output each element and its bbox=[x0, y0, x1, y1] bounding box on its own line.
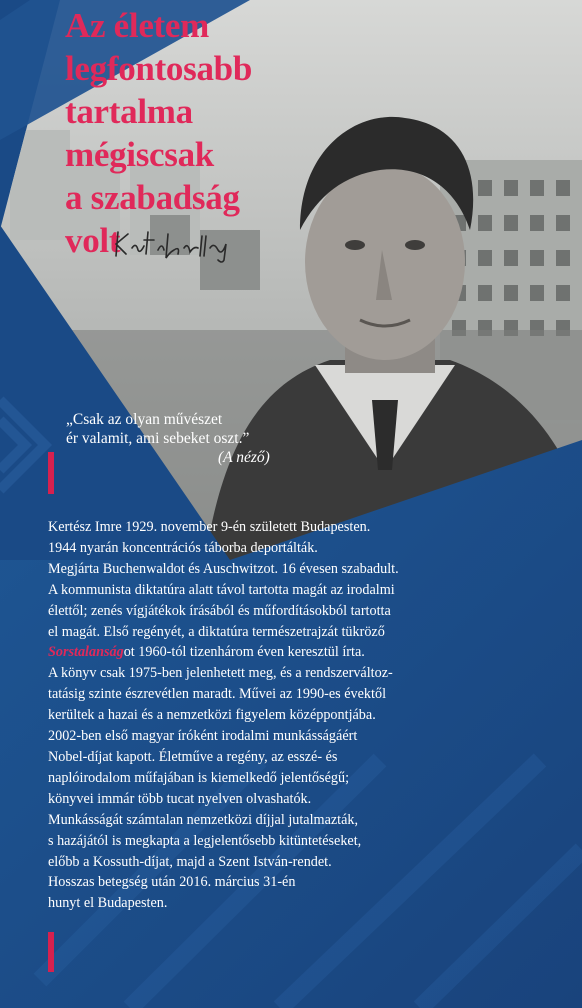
bio-line: Kertész Imre 1929. november 9-én született Budapesten. bbox=[48, 519, 371, 535]
bio-line: Nobel-díjat kapott. Életműve a regény, az esszé- és bbox=[48, 748, 338, 765]
bio-line: 1944 nyarán koncentrációs táborba deportálták. bbox=[48, 539, 318, 556]
quote-line: ér valamit, ami sebeket oszt.” bbox=[66, 430, 250, 447]
bio-line: naplóirodalom műfajában is kiemelkedő jelentőségű; bbox=[48, 769, 350, 786]
headline-line: legfontosabb bbox=[65, 49, 252, 88]
quote-block bbox=[66, 410, 270, 467]
bio-line: Hosszas betegség után 2016. március 31-én bbox=[48, 874, 296, 891]
headline-line: a szabadság bbox=[65, 178, 240, 217]
accent-bar-top bbox=[48, 452, 54, 494]
bio-line bbox=[48, 642, 399, 663]
bio-line: előbb a Kossuth-díjat, majd a Szent István-rendet. bbox=[48, 853, 332, 870]
headline-line: tartalma bbox=[65, 92, 193, 131]
headline-line: mégiscsak bbox=[65, 135, 214, 174]
quote-line: „Csak az olyan művészet bbox=[66, 411, 223, 428]
book-title: Sorstalanság bbox=[48, 644, 124, 661]
bio-line: tatásig szinte észrevétlen maradt. Művei az 1990-es évektől bbox=[48, 686, 387, 703]
bio-line: Munkásságát számtalan nemzetközi díjjal jutalmazták, bbox=[48, 811, 359, 828]
handwritten-signature bbox=[110, 222, 245, 264]
bio-line: Megjárta Buchenwaldot és Auschwitzot. 16 évesen szabadult. bbox=[48, 560, 399, 577]
quote-source: (A néző) bbox=[218, 449, 270, 466]
bio-line: kerültek a hazai és a nemzetközi figyelem középpontjába. bbox=[48, 707, 376, 724]
bio-line: A kommunista diktatúra alatt távol tartotta magát az irodalmi bbox=[48, 581, 395, 598]
bio-line: könyvei immár több tucat nyelven olvashatók. bbox=[48, 790, 312, 807]
headline-line: volt bbox=[65, 221, 121, 260]
biography bbox=[48, 517, 399, 914]
accent-bar-bottom bbox=[48, 932, 54, 972]
headline-line: Az életem bbox=[65, 6, 209, 45]
bio-line: 2002-ben első magyar íróként irodalmi munkásságáért bbox=[48, 728, 358, 745]
bio-line: élettől; zenés vígjátékok írásából és műfordításokból tartotta bbox=[48, 602, 391, 619]
bio-line: s hazájától is megkapta a legjelentősebb kitüntetéseket, bbox=[48, 832, 362, 849]
bio-line: A könyv csak 1975-ben jelenhetett meg, és a rendszerváltoz- bbox=[48, 665, 393, 682]
bio-line-rest: ot 1960-tól tizenhárom éven keresztül írta. bbox=[123, 644, 365, 661]
bio-line: hunyt el Budapesten. bbox=[48, 895, 168, 912]
bio-line: el magát. Első regényét, a diktatúra természetrajzát tükröző bbox=[48, 623, 385, 640]
